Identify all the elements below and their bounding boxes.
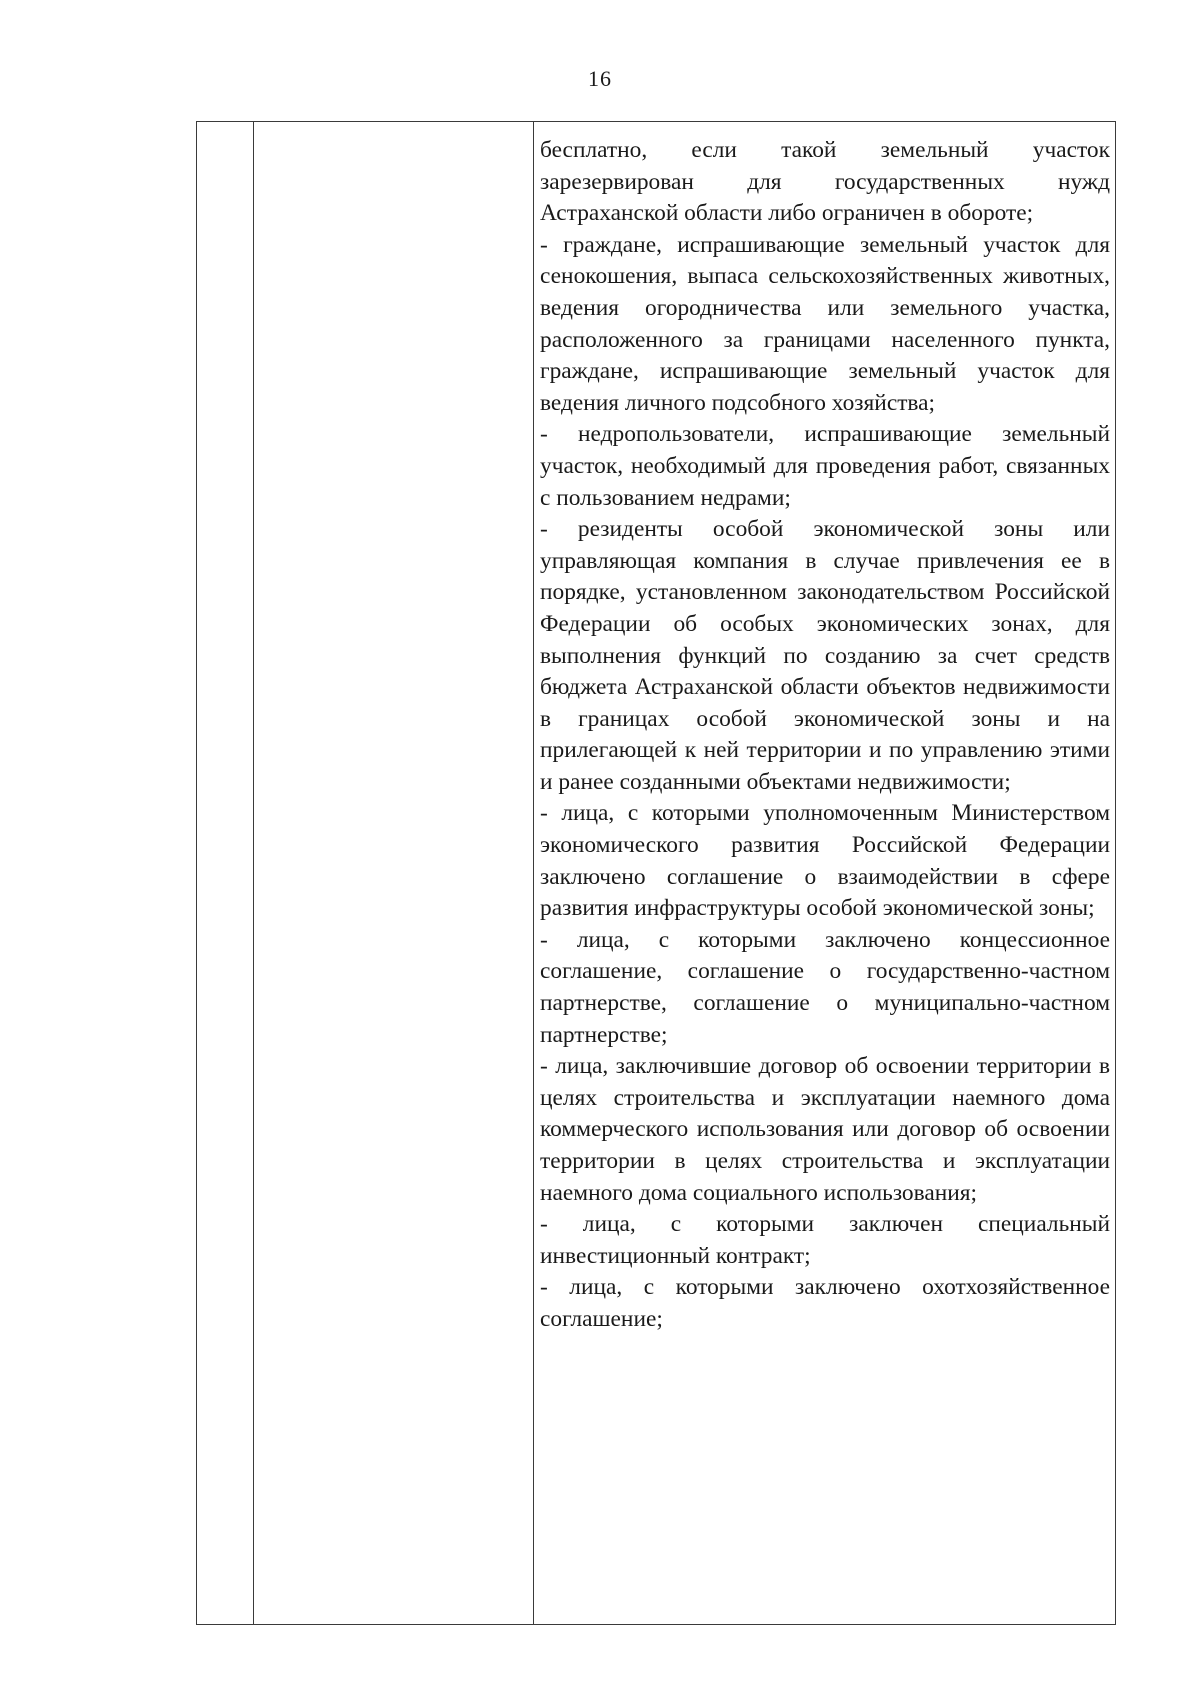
document-table	[196, 121, 1116, 1625]
cell-paragraph-5: - лица, с которыми уполномоченным Министерством экономического развития Российской Федерации заключено соглашение о взаимодействии в сфере развития инфраструктуры особой экономической зоны;	[540, 800, 1110, 922]
table-column-divider-2	[533, 122, 534, 1624]
cell-paragraph-9: - лица, с которыми заключено охотхозяйственное соглашение;	[540, 1274, 1110, 1332]
table-cell-text	[540, 135, 1110, 1336]
page-number: 16	[588, 66, 612, 91]
cell-paragraph-7: - лица, заключившие договор об освоении территории в целях строительства и эксплуатации наемного дома коммерческого использования или договор об освоении территории в целях строительства и эксплуатации наемного дома социального использования;	[540, 1053, 1110, 1206]
table-column-divider-1	[253, 122, 254, 1624]
cell-paragraph-8: - лица, с которыми заключен специальный инвестиционный контракт;	[540, 1211, 1110, 1269]
cell-paragraph-6: - лица, с которыми заключено концессионное соглашение, соглашение о государственно-частном партнерстве, соглашение о муниципально-частном партнерстве;	[540, 926, 1110, 1048]
cell-paragraph-4: - резиденты особой экономической зоны или управляющая компания в случае привлечения ее в порядке, установленном законодательством Российской Федерации об особых экономических зонах, для выполнения функций по созданию за счет средств бюджета Астраханской области объектов недвижимости в границах особой экономической зоны и на прилегающей к ней территории и по управлению этими и ранее созданными объектами недвижимости;	[540, 516, 1110, 795]
cell-paragraph-1: бесплатно, если такой земельный участок зарезервирован для государственных нужд Астраханской области либо ограничен в обороте;	[540, 137, 1110, 227]
cell-paragraph-2: - граждане, испрашивающие земельный участок для сенокошения, выпаса сельскохозяйственных животных, ведения огородничества или земельного участка, расположенного за границами населенного пункта, граждане, испрашивающие земельный участок для ведения личного подсобного хозяйства;	[540, 231, 1110, 416]
cell-paragraph-3: - недропользователи, испрашивающие земельный участок, необходимый для проведения работ, связанных с пользованием недрами;	[540, 421, 1110, 511]
